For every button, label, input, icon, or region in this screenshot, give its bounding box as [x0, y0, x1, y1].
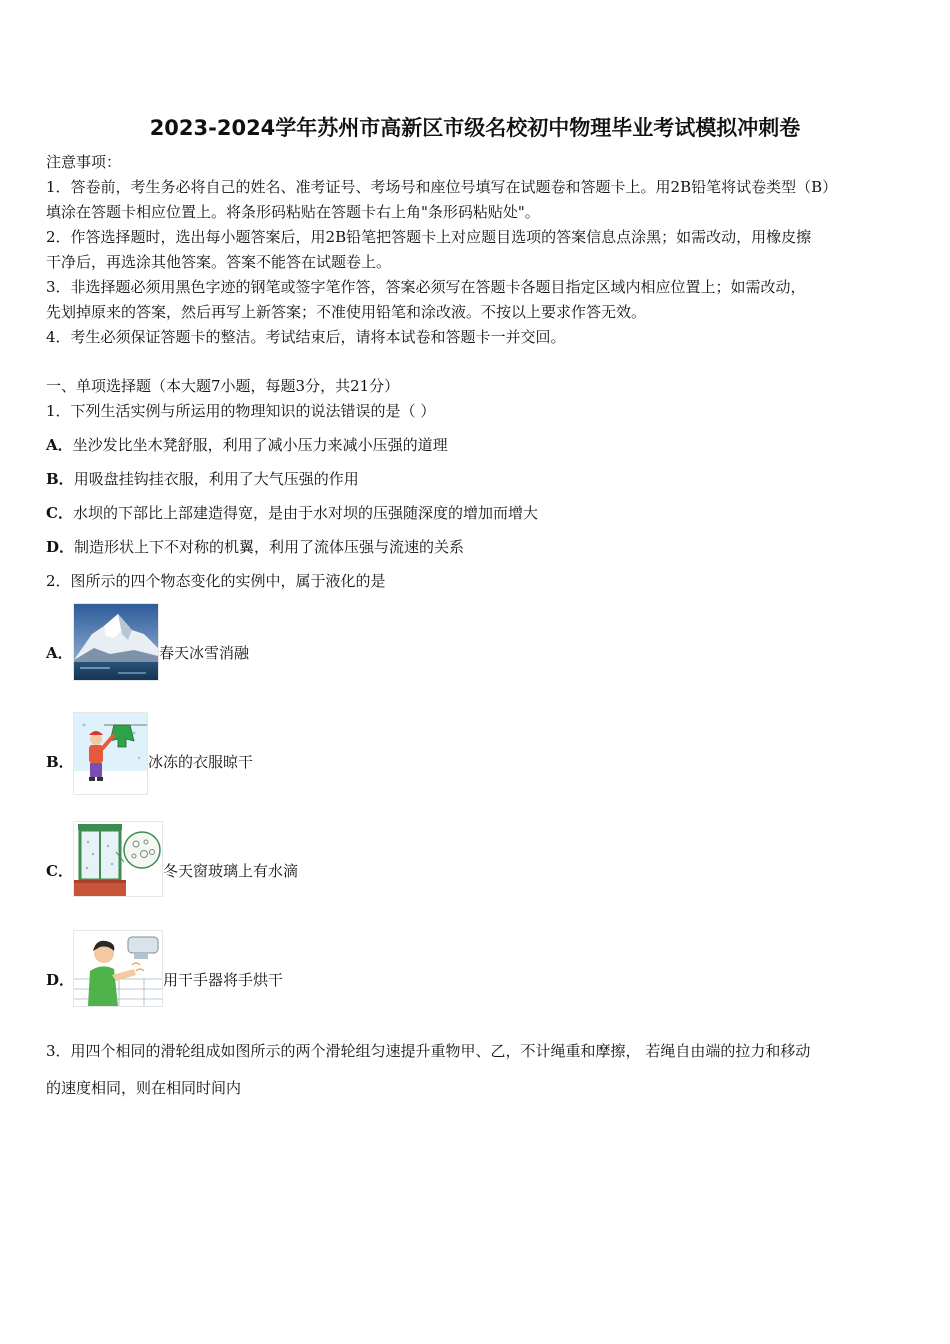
q2-option-b-text: 冰冻的衣服晾干: [148, 753, 254, 771]
option-label: C．: [46, 504, 73, 522]
q1-option-b: [46, 469, 359, 489]
option-label: D．: [46, 538, 75, 556]
q2-option-a-label: A．: [46, 644, 73, 662]
window-water-drops-image: [73, 821, 163, 897]
notice-line: 4．考生必须保证答题卡的整洁。考试结束后，请将本试卷和答题卡一并交回。: [46, 328, 566, 346]
question-3-stem-line-1: 3．用四个相同的滑轮组成如图所示的两个滑轮组匀速提升重物甲、乙，不计绳重和摩擦， 若绳自由端的拉力和移动: [46, 1042, 811, 1060]
question-2-stem: 2．图所示的四个物态变化的实例中，属于液化的是: [46, 572, 386, 590]
snow-mountain-image: [73, 603, 159, 681]
notice-line: 先划掉原来的答案，然后再写上新答案；不准使用铅笔和涂改液。不按以上要求作答无效。: [46, 303, 647, 321]
q2-option-d-label: D．: [46, 971, 75, 989]
option-text: 水坝的下部比上部建造得宽，是由于水对坝的压强随深度的增加而增大: [72, 504, 538, 522]
question-3-stem-line-2: 的速度相同，则在相同时间内: [46, 1079, 242, 1097]
option-text: 坐沙发比坐木凳舒服，利用了减小压力来减小压强的道理: [72, 436, 448, 454]
q2-option-d-text: 用干手器将手烘干: [163, 971, 284, 989]
hand-dryer-image: [73, 930, 163, 1007]
option-text: 用吸盘挂钩挂衣服，利用了大气压强的作用: [73, 470, 359, 488]
option-text: 制造形状上下不对称的机翼，利用了流体压强与流速的关系: [74, 538, 465, 556]
q2-option-c-text: 冬天窗玻璃上有水滴: [163, 862, 299, 880]
option-label: B．: [46, 470, 74, 488]
q1-option-d: [46, 537, 464, 557]
notice-line: 填涂在答题卡相应位置上。将条形码粘贴在答题卡右上角"条形码粘贴处"。: [46, 203, 540, 221]
question-1-stem: 1．下列生活实例与所运用的物理知识的说法错误的是（ ）: [46, 402, 436, 420]
section-heading: 一、单项选择题（本大题7小题，每题3分，共21分）: [46, 377, 400, 395]
q1-option-c: [46, 503, 538, 523]
option-label: A．: [46, 436, 73, 454]
notice-heading: 注意事项：: [46, 153, 122, 171]
notice-line: 3．非选择题必须用黑色字迹的钢笔或签字笔作答，答案必须写在答题卡各题目指定区域内相应位置上；如需改动，: [46, 278, 806, 296]
notice-line: 1．答卷前，考生务必将自己的姓名、准考证号、考场号和座位号填写在试题卷和答题卡上。用2B铅笔将试卷类型（B）: [46, 178, 838, 196]
page-title: 2023-2024学年苏州市高新区市级名校初中物理毕业考试模拟冲刺卷: [149, 116, 801, 140]
notice-line: 干净后，再选涂其他答案。答案不能答在试题卷上。: [46, 253, 392, 271]
q2-option-c-label: C．: [46, 862, 73, 880]
q1-option-a: [46, 435, 448, 455]
q2-option-b-label: B．: [46, 753, 74, 771]
notice-line: 2．作答选择题时，选出每小题答案后，用2B铅笔把答题卡上对应题目选项的答案信息点涂黑；如需改动，用橡皮擦: [46, 228, 812, 246]
q2-option-a-text: 春天冰雪消融: [159, 644, 250, 662]
frozen-clothes-image: [73, 712, 148, 795]
